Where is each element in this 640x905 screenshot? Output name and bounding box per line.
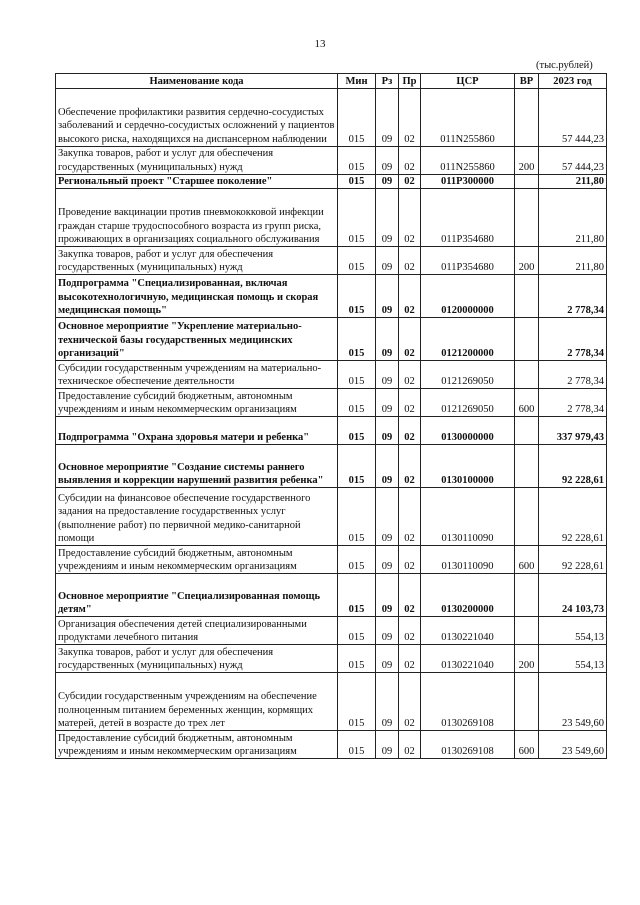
table-row: [56, 546, 607, 574]
table-row: [56, 488, 607, 546]
row-amount: 554,13: [539, 617, 607, 645]
row-csr: 0130000000: [421, 417, 515, 445]
row-csr: 011P300000: [421, 175, 515, 189]
table-row: [56, 361, 607, 389]
row-min: 015: [338, 617, 376, 645]
table-row: [56, 574, 607, 617]
row-pr: 02: [399, 645, 421, 673]
row-csr: 011N255860: [421, 89, 515, 147]
row-name: Подпрограмма "Охрана здоровья матери и ребенка": [56, 417, 338, 445]
row-amount: 23 549,60: [539, 673, 607, 731]
row-csr: 0130221040: [421, 645, 515, 673]
table-row: [56, 645, 607, 673]
table-row: [56, 445, 607, 488]
row-min: 015: [338, 673, 376, 731]
header-year: 2023 год: [539, 74, 607, 89]
row-amount: 211,80: [539, 175, 607, 189]
row-vr: 200: [515, 247, 539, 275]
table-row: [56, 731, 607, 759]
row-pr: 02: [399, 673, 421, 731]
row-rz: 09: [376, 275, 399, 318]
row-rz: 09: [376, 389, 399, 417]
row-name: Предоставление субсидий бюджетным, автономным учреждениям и иным некоммерческим организациям: [56, 731, 338, 759]
row-min: 015: [338, 318, 376, 361]
row-pr: 02: [399, 275, 421, 318]
row-vr: [515, 175, 539, 189]
row-name: Предоставление субсидий бюджетным, автономным учреждениям и иным некоммерческим организациям: [56, 546, 338, 574]
row-csr: 0121269050: [421, 389, 515, 417]
row-min: 015: [338, 488, 376, 546]
row-csr: 0121200000: [421, 318, 515, 361]
row-rz: 09: [376, 361, 399, 389]
row-csr: 0130110090: [421, 488, 515, 546]
row-pr: 02: [399, 574, 421, 617]
row-vr: [515, 574, 539, 617]
row-vr: 200: [515, 147, 539, 175]
row-vr: [515, 318, 539, 361]
row-min: 015: [338, 275, 376, 318]
row-min: 015: [338, 574, 376, 617]
row-amount: 2 778,34: [539, 275, 607, 318]
row-name: Основное мероприятие "Специализированная помощь детям": [56, 574, 338, 617]
budget-table: [55, 73, 607, 759]
table-row: [56, 247, 607, 275]
row-rz: 09: [376, 247, 399, 275]
row-min: 015: [338, 645, 376, 673]
row-rz: 09: [376, 731, 399, 759]
row-vr: [515, 361, 539, 389]
row-amount: 554,13: [539, 645, 607, 673]
row-vr: [515, 275, 539, 318]
row-amount: 92 228,61: [539, 488, 607, 546]
row-pr: 02: [399, 731, 421, 759]
table-row: [56, 147, 607, 175]
row-min: 015: [338, 417, 376, 445]
row-vr: 600: [515, 546, 539, 574]
row-vr: [515, 673, 539, 731]
row-pr: 02: [399, 389, 421, 417]
row-min: 015: [338, 89, 376, 147]
row-vr: [515, 488, 539, 546]
row-pr: 02: [399, 488, 421, 546]
row-name: Региональный проект "Старшее поколение": [56, 175, 338, 189]
row-amount: 2 778,34: [539, 389, 607, 417]
row-min: 015: [338, 247, 376, 275]
row-min: 015: [338, 389, 376, 417]
table-row: [56, 673, 607, 731]
table-row: [56, 617, 607, 645]
row-pr: 02: [399, 147, 421, 175]
row-pr: 02: [399, 247, 421, 275]
table-row: [56, 318, 607, 361]
page-number: 13: [314, 38, 326, 50]
row-amount: 57 444,23: [539, 89, 607, 147]
row-csr: 0120000000: [421, 275, 515, 318]
row-name: Субсидии государственным учреждениям на материально-техническое обеспечение деятельности: [56, 361, 338, 389]
row-csr: 011N255860: [421, 147, 515, 175]
header-pr: Пр: [399, 74, 421, 89]
row-name: Основное мероприятие "Создание системы раннего выявления и коррекции нарушений развития ребенка": [56, 445, 338, 488]
row-min: 015: [338, 175, 376, 189]
row-amount: 92 228,61: [539, 445, 607, 488]
row-csr: 0130269108: [421, 673, 515, 731]
row-pr: 02: [399, 445, 421, 488]
row-pr: 02: [399, 318, 421, 361]
row-name: Субсидии на финансовое обеспечение государственного задания на предоставление государственных услуг (выполнение работ) по первичной медико-санитарной помощи: [56, 488, 338, 546]
row-vr: 600: [515, 389, 539, 417]
row-rz: 09: [376, 175, 399, 189]
row-vr: [515, 445, 539, 488]
row-csr: 0130200000: [421, 574, 515, 617]
row-amount: 2 778,34: [539, 318, 607, 361]
row-rz: 09: [376, 673, 399, 731]
row-name: Закупка товаров, работ и услуг для обеспечения государственных (муниципальных) нужд: [56, 645, 338, 673]
row-vr: [515, 189, 539, 247]
row-name: Организация обеспечения детей специализированными продуктами лечебного питания: [56, 617, 338, 645]
row-pr: 02: [399, 175, 421, 189]
row-name: Обеспечение профилактики развития сердечно-сосудистых заболеваний и сердечно-сосудистых осложнений у пациентов высокого риска, находящихся на диспансерном наблюдении: [56, 89, 338, 147]
row-csr: 0121269050: [421, 361, 515, 389]
units-label: (тыс.рублей): [536, 60, 593, 71]
row-rz: 09: [376, 574, 399, 617]
row-min: 015: [338, 546, 376, 574]
row-csr: 0130110090: [421, 546, 515, 574]
header-csr: ЦСР: [421, 74, 515, 89]
row-pr: 02: [399, 189, 421, 247]
row-rz: 09: [376, 147, 399, 175]
row-amount: 211,80: [539, 189, 607, 247]
row-vr: 600: [515, 731, 539, 759]
row-vr: [515, 617, 539, 645]
header-vr: ВР: [515, 74, 539, 89]
header-min: Мин: [338, 74, 376, 89]
row-amount: 92 228,61: [539, 546, 607, 574]
row-csr: 0130269108: [421, 731, 515, 759]
table-row: [56, 275, 607, 318]
row-name: Проведение вакцинации против пневмококковой инфекции граждан старше трудоспособного возраста из групп риска, проживающих в организациях социального обслуживания: [56, 189, 338, 247]
header-rz: Рз: [376, 74, 399, 89]
row-min: 015: [338, 189, 376, 247]
row-min: 015: [338, 147, 376, 175]
row-pr: 02: [399, 89, 421, 147]
row-rz: 09: [376, 645, 399, 673]
row-amount: 23 549,60: [539, 731, 607, 759]
row-min: 015: [338, 731, 376, 759]
row-name: Субсидии государственным учреждениям на обеспечение полноценным питанием беременных женщин, кормящих матерей, детей в возрасте до трех лет: [56, 673, 338, 731]
row-pr: 02: [399, 617, 421, 645]
row-vr: 200: [515, 645, 539, 673]
row-rz: 09: [376, 417, 399, 445]
row-pr: 02: [399, 417, 421, 445]
row-csr: 011P354680: [421, 189, 515, 247]
row-name: Закупка товаров, работ и услуг для обеспечения государственных (муниципальных) нужд: [56, 247, 338, 275]
row-name: Предоставление субсидий бюджетным, автономным учреждениям и иным некоммерческим организациям: [56, 389, 338, 417]
row-rz: 09: [376, 445, 399, 488]
row-rz: 09: [376, 318, 399, 361]
row-pr: 02: [399, 546, 421, 574]
row-amount: 24 103,73: [539, 574, 607, 617]
row-amount: 337 979,43: [539, 417, 607, 445]
row-csr: 0130221040: [421, 617, 515, 645]
table-row: [56, 189, 607, 247]
row-rz: 09: [376, 546, 399, 574]
row-amount: 57 444,23: [539, 147, 607, 175]
row-rz: 09: [376, 189, 399, 247]
row-amount: 211,80: [539, 247, 607, 275]
table-header-row: [56, 74, 607, 89]
row-csr: 011P354680: [421, 247, 515, 275]
table-row: [56, 417, 607, 445]
row-rz: 09: [376, 617, 399, 645]
row-min: 015: [338, 361, 376, 389]
row-csr: 0130100000: [421, 445, 515, 488]
row-vr: [515, 417, 539, 445]
table-row: [56, 389, 607, 417]
row-vr: [515, 89, 539, 147]
row-name: Подпрограмма "Специализированная, включая высокотехнологичную, медицинская помощь и скорая медицинская помощь": [56, 275, 338, 318]
row-amount: 2 778,34: [539, 361, 607, 389]
row-name: Закупка товаров, работ и услуг для обеспечения государственных (муниципальных) нужд: [56, 147, 338, 175]
row-name: Основное мероприятие "Укрепление материально-технической базы государственных медицинских организаций": [56, 318, 338, 361]
row-min: 015: [338, 445, 376, 488]
table-row: [56, 175, 607, 189]
header-name: Наименование кода: [56, 74, 338, 89]
row-rz: 09: [376, 488, 399, 546]
row-pr: 02: [399, 361, 421, 389]
table-row: [56, 89, 607, 147]
row-rz: 09: [376, 89, 399, 147]
